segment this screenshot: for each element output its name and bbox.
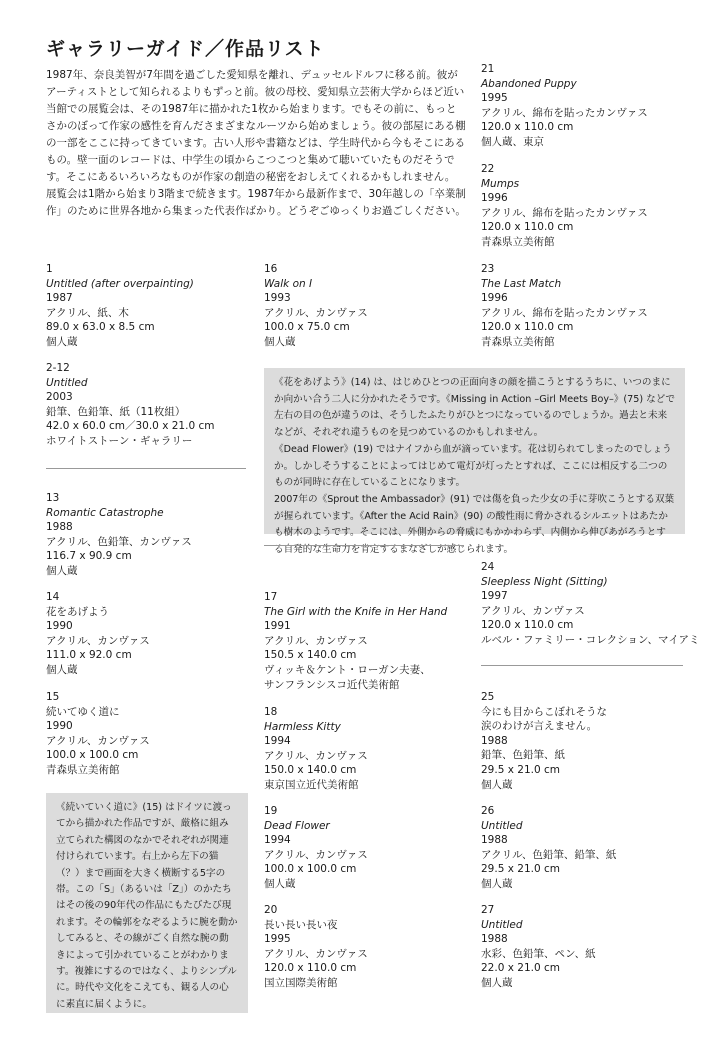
artwork-medium: アクリル、カンヴァス <box>264 634 368 647</box>
artwork-title: Mumps <box>481 177 520 190</box>
artwork-number: 25 <box>481 691 495 703</box>
artwork-entry-22 <box>481 162 648 250</box>
artwork-number: 21 <box>481 63 495 75</box>
artwork-number: 15 <box>46 691 60 703</box>
artwork-medium: アクリル、カンヴァス <box>264 848 368 861</box>
artwork-entry-2-12 <box>46 361 214 449</box>
divider <box>481 665 683 666</box>
artwork-size: 150.0 x 140.0 cm <box>264 764 357 777</box>
artwork-number: 16 <box>264 263 278 275</box>
commentary-text: 《Dead Flower》(19) ではナイフから血が滴っています。花は切られてしまったのでしょうか。しかしそうすることによってはじめて電灯が灯ったとすれば、ここには相反する二つのものが同時に存在していることになります。 <box>274 443 672 489</box>
artwork-number: 22 <box>481 163 495 175</box>
artwork-title: 涙のわけが言えません。 <box>481 720 598 733</box>
artwork-year: 2003 <box>46 391 73 404</box>
artwork-title: Walk on I <box>264 277 313 290</box>
artwork-entry-27 <box>481 903 596 991</box>
artwork-size: 42.0 x 60.0 cm／30.0 x 21.0 cm <box>46 420 215 433</box>
page-title: ギャラリーガイド／作品リスト <box>46 38 325 60</box>
artwork-number: 23 <box>481 263 495 275</box>
artwork-year: 1995 <box>481 92 508 105</box>
artwork-number: 13 <box>46 492 60 504</box>
artwork-title: Harmless Kitty <box>264 720 341 733</box>
artwork-number: 18 <box>264 706 278 718</box>
artwork-title: Abandoned Puppy <box>481 77 577 90</box>
artwork-entry-19 <box>264 804 368 892</box>
artwork-size: 120.0 x 110.0 cm <box>481 619 574 632</box>
artwork-size: 100.0 x 75.0 cm <box>264 321 350 334</box>
artwork-entry-23 <box>481 262 648 350</box>
artwork-number: 2-12 <box>46 362 70 374</box>
artwork-size: 120.0 x 110.0 cm <box>481 321 574 334</box>
artwork-owner: 国立国際美術館 <box>264 976 338 989</box>
artwork-owner: 個人蔵 <box>264 877 296 890</box>
artwork-owner: 個人蔵 <box>46 335 78 348</box>
artwork-medium: アクリル、色鉛筆、カンヴァス <box>46 535 192 548</box>
artwork-medium: 鉛筆、色鉛筆、紙 <box>481 749 565 762</box>
artwork-year: 1994 <box>264 735 291 748</box>
artwork-owner: サンフランシスコ近代美術館 <box>264 678 400 691</box>
artwork-year: 1987 <box>46 292 73 305</box>
artwork-year: 1991 <box>264 620 291 633</box>
artwork-title: The Girl with the Knife in Her Hand <box>264 605 448 618</box>
artwork-year: 1988 <box>481 933 508 946</box>
intro-paragraph: 展覧会は1階から始まり3階まで続きます。1987年から最新作まで、30年越しの「卒業制作」のために世界各地から集まった代表作ばかり。どうぞごゆっくりお過ごしください。 <box>46 188 466 217</box>
artwork-entry-1 <box>46 262 194 350</box>
artwork-owner: 個人蔵 <box>481 976 513 989</box>
artwork-entry-18 <box>264 705 368 793</box>
artwork-year: 1996 <box>481 192 508 205</box>
artwork-year: 1988 <box>481 734 508 747</box>
artwork-entry-15 <box>46 690 150 778</box>
artwork-entry-21 <box>481 62 648 150</box>
artwork-size: 120.0 x 110.0 cm <box>264 962 357 975</box>
artwork-title: Untitled (after overpainting) <box>46 277 194 290</box>
artwork-number: 17 <box>264 591 278 603</box>
commentary-road <box>46 793 248 1013</box>
artwork-title: Romantic Catastrophe <box>46 506 164 519</box>
artwork-entry-20 <box>264 903 368 991</box>
artwork-size: 29.5 x 21.0 cm <box>481 863 560 876</box>
artwork-owner: ホワイトストーン・ギャラリー <box>46 434 193 447</box>
artwork-owner: 青森県立美術館 <box>46 763 120 776</box>
commentary-text: 2007年の《Sprout the Ambassador》(91) では傷を負った少女の手に芽吹こうとする双葉が握られています。《After the Acid Rain》(90) の酸性雨に脅かされるシルエットはあたかも樹木のようです。そこには、外側からの脅威にもかかわらず、内側から伸びあがろうとする自発的な生命力を肯定するまなざしが感じられます。 <box>274 493 675 556</box>
artwork-size: 100.0 x 100.0 cm <box>264 863 357 876</box>
artwork-size: 116.7 x 90.9 cm <box>46 550 132 563</box>
artwork-title: 続いてゆく道に <box>46 705 120 718</box>
artwork-owner: 東京国立近代美術館 <box>264 778 359 791</box>
artwork-owner: 個人蔵 <box>46 663 78 676</box>
artwork-owner: 個人蔵 <box>46 564 78 577</box>
artwork-medium: アクリル、カンヴァス <box>264 947 368 960</box>
artwork-size: 100.0 x 100.0 cm <box>46 749 139 762</box>
artwork-size: 120.0 x 110.0 cm <box>481 121 574 134</box>
artwork-title: 花をあげよう <box>46 605 109 618</box>
artwork-year: 1990 <box>46 620 73 633</box>
artwork-size: 29.5 x 21.0 cm <box>481 763 560 776</box>
artwork-owner: 青森県立美術館 <box>481 235 555 248</box>
artwork-medium: アクリル、カンヴァス <box>481 604 585 617</box>
artwork-year: 1988 <box>46 521 73 534</box>
artwork-entry-17 <box>264 590 447 692</box>
artwork-medium: アクリル、色鉛筆、鉛筆、紙 <box>481 848 617 861</box>
artwork-title: Untitled <box>46 376 88 389</box>
artwork-year: 1995 <box>264 933 291 946</box>
artwork-medium: 鉛筆、色鉛筆、紙（11枚組） <box>46 405 186 418</box>
artwork-number: 19 <box>264 805 278 817</box>
artwork-number: 24 <box>481 561 495 573</box>
artwork-year: 1994 <box>264 834 291 847</box>
artwork-entry-25 <box>481 690 607 792</box>
artwork-owner: 青森県立美術館 <box>481 335 555 348</box>
artwork-owner: ヴィッキ＆ケント・ローガン夫妻、 <box>264 663 431 676</box>
artwork-title: 長い長い長い夜 <box>264 918 338 931</box>
commentary-flower <box>264 368 685 556</box>
artwork-year: 1996 <box>481 292 508 305</box>
artwork-entry-14 <box>46 590 150 678</box>
artwork-entry-26 <box>481 804 616 892</box>
artwork-size: 22.0 x 21.0 cm <box>481 962 560 975</box>
artwork-title: Dead Flower <box>264 819 330 832</box>
artwork-year: 1997 <box>481 590 508 603</box>
artwork-owner: 個人蔵、東京 <box>481 135 544 148</box>
artwork-medium: アクリル、カンヴァス <box>264 306 368 319</box>
artwork-title: Untitled <box>481 819 523 832</box>
artwork-year: 1988 <box>481 834 508 847</box>
artwork-size: 111.0 x 92.0 cm <box>46 649 132 662</box>
artwork-title: Untitled <box>481 918 523 931</box>
artwork-title: The Last Match <box>481 277 562 290</box>
artwork-title: Sleepless Night (Sitting) <box>481 575 608 588</box>
artwork-entry-24 <box>481 560 700 648</box>
artwork-medium: アクリル、カンヴァス <box>264 749 368 762</box>
artwork-entry-13 <box>46 491 192 579</box>
commentary-text: 《花をあげよう》(14) は、はじめひとつの正面向きの顔を描こうとするうちに、いつのまにか向かい合う二人に分かれたそうです。《Missing in Action –Girl Meets Boy–》(75) などで左右の目の色が違うのは、そうしたふたりがひとつになっているのでしょうか。過去と未来などが、それぞれ違うものを見つめているのかもしれません。 <box>274 377 675 439</box>
artwork-year: 1990 <box>46 720 73 733</box>
artwork-number: 1 <box>46 263 53 275</box>
divider <box>264 545 464 546</box>
artwork-size: 150.5 x 140.0 cm <box>264 649 357 662</box>
divider <box>46 468 246 469</box>
artwork-number: 27 <box>481 904 495 916</box>
artwork-number: 26 <box>481 805 495 817</box>
intro-paragraph: 1987年、奈良美智が7年間を過ごした愛知県を離れ、デュッセルドルフに移る前。彼がアーティストとして知られるよりもずっと前。彼の母校、愛知県立芸術大学からほど近い当館での展覧会は、その1987年に描かれた1枚から始まります。でもその前に、もっとさかのぼって作家の感性を育んださまざまなルーツから始めましょう。彼の部屋にある棚の一部をここに持ってきています。古い人形や書籍などは、学生時代から今もそこにあるもの。壁一面のレコードは、中学生の頃からこつこつと集めて聴いていたものだそうです。そこにあるいろいろなものが作家の創造の秘密をおしえてくれるかもしれません。 <box>46 69 466 183</box>
artwork-size: 89.0 x 63.0 x 8.5 cm <box>46 321 155 334</box>
artwork-title: 今にも目からこぼれそうな <box>481 705 607 718</box>
artwork-medium: アクリル、カンヴァス <box>46 634 150 647</box>
artwork-owner: ルベル・ファミリー・コレクション、マイアミ <box>481 633 700 646</box>
artwork-medium: アクリル、綿布を貼ったカンヴァス <box>481 206 648 219</box>
artwork-number: 20 <box>264 904 278 916</box>
artwork-owner: 個人蔵 <box>481 778 513 791</box>
intro-text <box>46 67 466 220</box>
artwork-size: 120.0 x 110.0 cm <box>481 221 574 234</box>
artwork-entry-16 <box>264 262 368 350</box>
artwork-owner: 個人蔵 <box>264 335 296 348</box>
commentary-text: 《続いていく道に》(15) はドイツに渡ってから描かれた作品ですが、厳格に組み立てられた構図のなかでそれぞれが関連付けられています。右上から左下の猫（？）まで画面を大きく横断する5字の帯。この「S」（あるいは「Z」）のかたちはその後の90年代の作品にもたびたび現れます。その輪郭をなぞるように腕を動かしてみると、その線がごく自然な腕の動きによって引かれていることがわかります。複雑にするのではなく、よりシンプルに。時代や文化をこえても、観る人の心に素直に届くように。 <box>56 802 238 1010</box>
artwork-number: 14 <box>46 591 60 603</box>
artwork-medium: アクリル、カンヴァス <box>46 734 150 747</box>
artwork-owner: 個人蔵 <box>481 877 513 890</box>
artwork-medium: アクリル、綿布を貼ったカンヴァス <box>481 106 648 119</box>
artwork-medium: 水彩、色鉛筆、ペン、紙 <box>481 947 596 960</box>
artwork-medium: アクリル、綿布を貼ったカンヴァス <box>481 306 648 319</box>
artwork-medium: アクリル、紙、木 <box>46 306 129 319</box>
artwork-year: 1993 <box>264 292 291 305</box>
